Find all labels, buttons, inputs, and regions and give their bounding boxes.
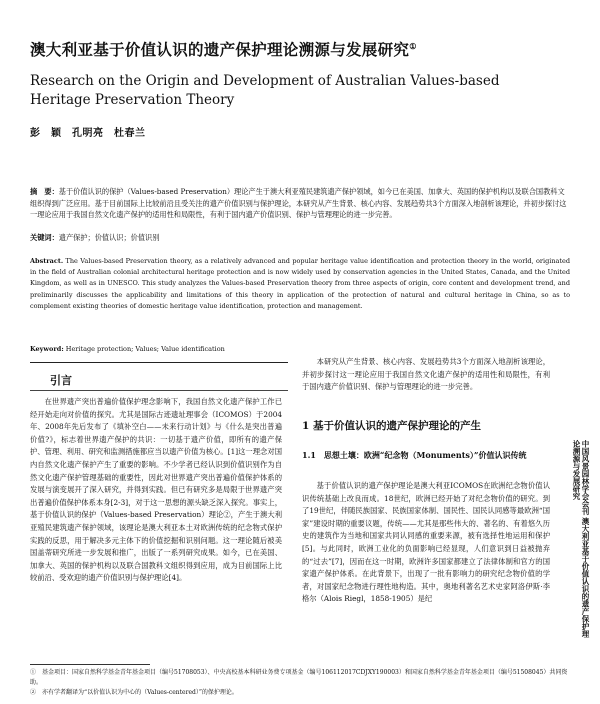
footnote-2: ② 亦有学者翻译为“以价值认识为中心的（Values-centered）”的保护理论。 [30,689,238,696]
intro-paragraph: 在世界遗产突出普遍价值保护理念影响下，我国自然文化遗产保护工作已经开始走向对价值的探究。尤其是国际古迹遗址理事会（ICOMOS）于2004年、2008年先后发布了《填补空白——未来行动计划》与《什么是突出普遍价值?》，标志着世界遗产保护的共识：一切基于遗产价值，即所有的遗产保护、管理、利用、研究和监测措施都应当以遗产价值为核心。[1]这一理念对国内自然文化遗产保护产生了重要的影响。不少学者已经认识到价值识别作为自然文化遗产保护管理基础的重要性，因此对世界遗产突出普遍价值保护体系的发展与演变展开了深入研究，并得到实践。但已有研究多是局限于世界遗产突出普遍价值保护体系本身[2-3]，对于这一思想的源头缺乏深入探究。事实上，基于价值认识的保护（Values-based Preservation）理论②，产生于澳大利亚殖民建筑遗产保护领域，该理论是澳大利亚本土对欧洲传统的纪念物式保护实践的反思，用于解决多元主体下的价值挖掘和识别问题。这一理论随后被美国盖蒂研究所进一步发展和推广，出版了一系列研究成果。如今，已在美国、加拿大、英国的保护机构以及联合国教科文组织得到应用，成为目前国际上比较前沿、受欢迎的遗产价值识别与保护理论[4]。 [30,397,282,583]
keywords-cn-label: 关键词： [30,233,59,242]
section-divider-bottom [30,390,288,391]
keywords-en [30,344,570,355]
side-strip-text: 中国风景园林学会会刊 澳大利亚基于价值认识的遗产保护理论溯源与发展研究 [572,440,590,638]
article-title-en: Research on the Origin and Development of Australian Values-based Heritage Preservation Theory [30,73,500,108]
abstract-en-text: The Values-based Preservation theory, as a relatively advanced and popular heritage value identification and protection theory in the world, originated in the field of Australian colonial architectural heritage protection and is now widely used by conservation agencies in the United States, Canada, and the United Kingdom, as well as in UNESCO. This study analyzes the Values-based Preservation theory from three aspects of origin, core content and development trend, and preliminarily discusses the applicability and limitations of this theory in application of the protection of natural and cultural heritage in China, so as to complement existing theories of domestic heritage value identification, protection and management. [30,257,571,310]
subsection-heading-1-1: 1.1 思想土壤：欧洲“纪念物（Monuments）”价值认识传统 [302,450,527,460]
abstract-cn [30,186,570,221]
section-heading-intro: 引言 [50,374,72,387]
footnote-marker: ① [409,40,417,51]
article-title-cn: 澳大利亚基于价值认识的遗产保护理论溯源与发展研究① [30,40,417,59]
keywords-en-text: Heritage protection; Values; Value identification [65,345,225,353]
abstract-cn-label: 摘 要： [30,187,59,196]
abstract-cn-text: 基于价值认识的保护（Values-based Preservation）理论产生于澳大利亚殖民建筑遗产保护领域，如今已在美国、加拿大、英国的保护机构以及联合国教科文组织得到广泛应用。基于目前国际上比较前沿且受关注的遗产价值识别与保护理论，本研究从产生背景、核心内容、发展趋势共3个方面深入地剖析该理论，并初步探讨这一理论应用于我国自然文化遗产保护的适用性和局限性，有利于国内遗产价值识别、保护与管理理论的进一步完善。 [30,187,567,220]
keywords-en-label: Keyword: [30,345,64,353]
footnote-rule [30,664,150,665]
authors: 彭 颖 孔明亮 杜春兰 [30,128,146,139]
footnote-1: ① 基金项目：国家自然科学基金青年基金项目（编号51708053）、中央高校基本科研业务费专项基金（编号106112017CDJXY190003）和国家自然科学基金青年基金项目（编号51508045）共同资助。 [30,669,568,686]
journal-side-strip [572,440,590,640]
abstract-en-label: Abstract. [30,257,64,265]
footnotes [30,668,570,698]
keywords-cn [30,232,570,244]
right-column-body-paragraph: 基于价值认识的遗产保护理论是澳大利亚ICOMOS在欧洲纪念物价值认识传统基础上改良而成。18世纪，欧洲已经开始了对纪念物价值的研究。到了19世纪，伴随民族国家、民族国家体制、国民性、国民认同感等最欧洲“国家”建设时期的重要议题，传统——尤其是那些伟大的、著名的、有着悠久历史的建筑作为当地和国家共同认同感的重要来源，被有选择性地运用和保护[5]。与此同时，欧洲工业化的负面影响已经显现，人们意识到日益被抛弃的“过去”[7]，因而在这一时期，欧洲许多国家都建立了法律体制和官方的国家遗产保护体系。在此背景下，出现了一批有影响力的研究纪念物价值的学者，对国家纪念物进行理性地构造。其中，奥地利著名艺术史家阿洛伊斯·李格尔（Alois Riegl，1858-1905）是纪 [302,481,550,604]
keywords-cn-text: 遗产保护；价值认识；价值识别 [58,233,160,242]
abstract-en [30,256,570,312]
section-heading-1: 1 基于价值认识的遗产保护理论的产生 [302,420,481,432]
right-column-intro-paragraph: 本研究从产生背景、核心内容、发展趋势共3个方面深入地剖析该理论，并初步探讨这一理论应用于我国自然文化遗产保护的适用性和局限性，有利于国内遗产价值识别、保护与管理理论的进一步完善。 [302,357,550,392]
section-divider-top [30,362,288,363]
